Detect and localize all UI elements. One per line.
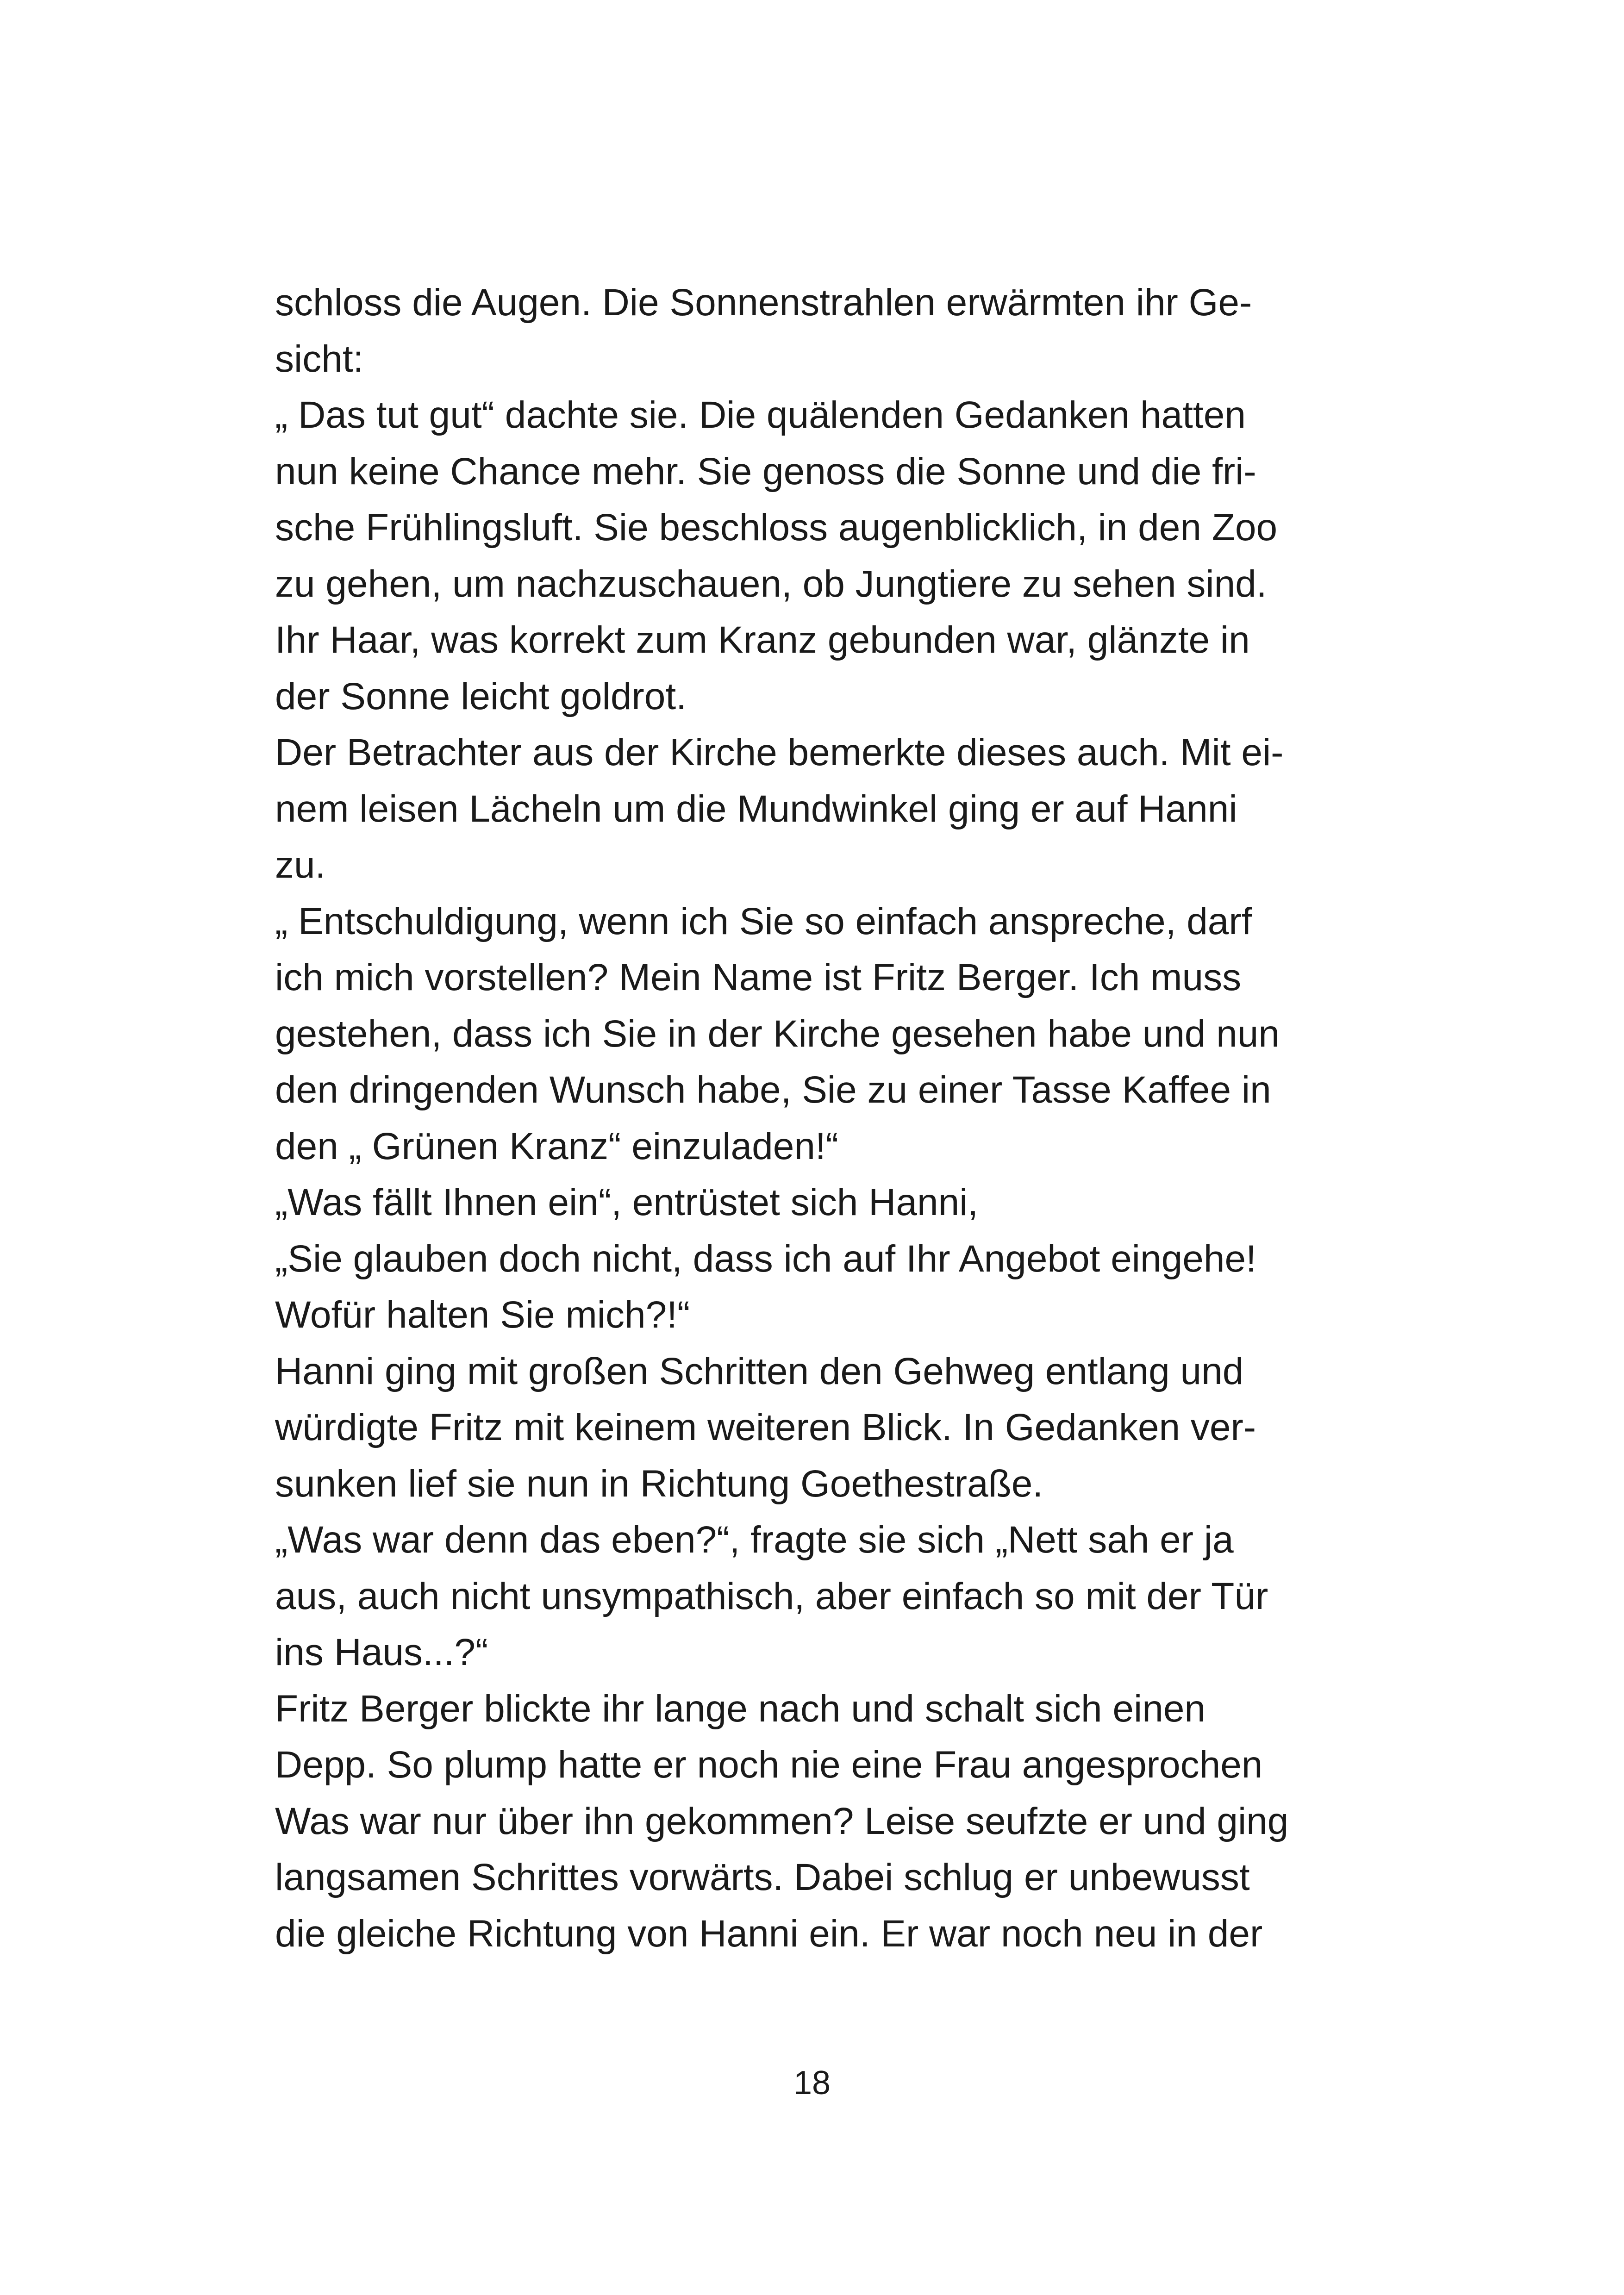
text-line: die gleiche Richtung von Hanni ein. Er war noch neu in der [275,1912,1263,1955]
text-line: „ Das tut gut“ dachte sie. Die quälenden Gedanken hatten [275,394,1246,436]
text-line: Hanni ging mit großen Schritten den Gehweg entlang und [275,1350,1244,1392]
text-line: Ihr Haar, was korrekt zum Kranz gebunden war, glänzte in [275,619,1250,661]
text-line: der Sonne leicht goldrot. [275,675,687,717]
text-line: aus, auch nicht unsympathisch, aber einfach so mit der Tür [275,1575,1268,1617]
text-line: ich mich vorstellen? Mein Name ist Fritz Berger. Ich muss [275,956,1242,998]
text-line: „Was war denn das eben?“, fragte sie sich „Nett sah er ja [275,1519,1234,1561]
text-line: schloss die Augen. Die Sonnenstrahlen erwärmten ihr Ge- [275,281,1252,324]
text-line: „Was fällt Ihnen ein“, entrüstet sich Hanni, [275,1181,979,1223]
text-line: ins Haus...?“ [275,1631,488,1673]
text-line: zu gehen, um nachzuschauen, ob Jungtiere zu sehen sind. [275,562,1267,605]
text-line: Wofür halten Sie mich?!“ [275,1294,690,1336]
text-line: Depp. So plump hatte er noch nie eine Frau angesprochen [275,1744,1263,1786]
text-line: sicht: [275,337,364,380]
text-line: würdigte Fritz mit keinem weiteren Blick. In Gedanken ver- [275,1406,1256,1448]
text-line: „ Entschuldigung, wenn ich Sie so einfach anspreche, darf [275,900,1252,942]
text-line: zu. [275,844,326,886]
text-line: nun keine Chance mehr. Sie genoss die Sonne und die fri- [275,450,1256,493]
text-line: den dringenden Wunsch habe, Sie zu einer Tasse Kaffee in [275,1069,1271,1111]
text-line: Fritz Berger blickte ihr lange nach und schalt sich einen [275,1687,1206,1730]
body-text [275,274,1432,1962]
text-line: Der Betrachter aus der Kirche bemerkte dieses auch. Mit ei- [275,731,1284,773]
text-line: langsamen Schrittes vorwärts. Dabei schlug er unbewusst [275,1856,1250,1898]
text-line: sche Frühlingsluft. Sie beschloss augenblicklich, in den Zoo [275,506,1278,549]
text-line: sunken lief sie nun in Richtung Goethestraße. [275,1462,1043,1505]
text-line: „Sie glauben doch nicht, dass ich auf Ihr Angebot eingehe! [275,1237,1256,1280]
text-line: gestehen, dass ich Sie in der Kirche gesehen habe und nun [275,1012,1280,1055]
text-line: den „ Grünen Kranz“ einzuladen!“ [275,1125,839,1167]
text-line: nem leisen Lächeln um die Mundwinkel ging er auf Hanni [275,787,1237,830]
text-line: Was war nur über ihn gekommen? Leise seufzte er und ging [275,1800,1289,1842]
page-number: 18 [793,2064,831,2102]
